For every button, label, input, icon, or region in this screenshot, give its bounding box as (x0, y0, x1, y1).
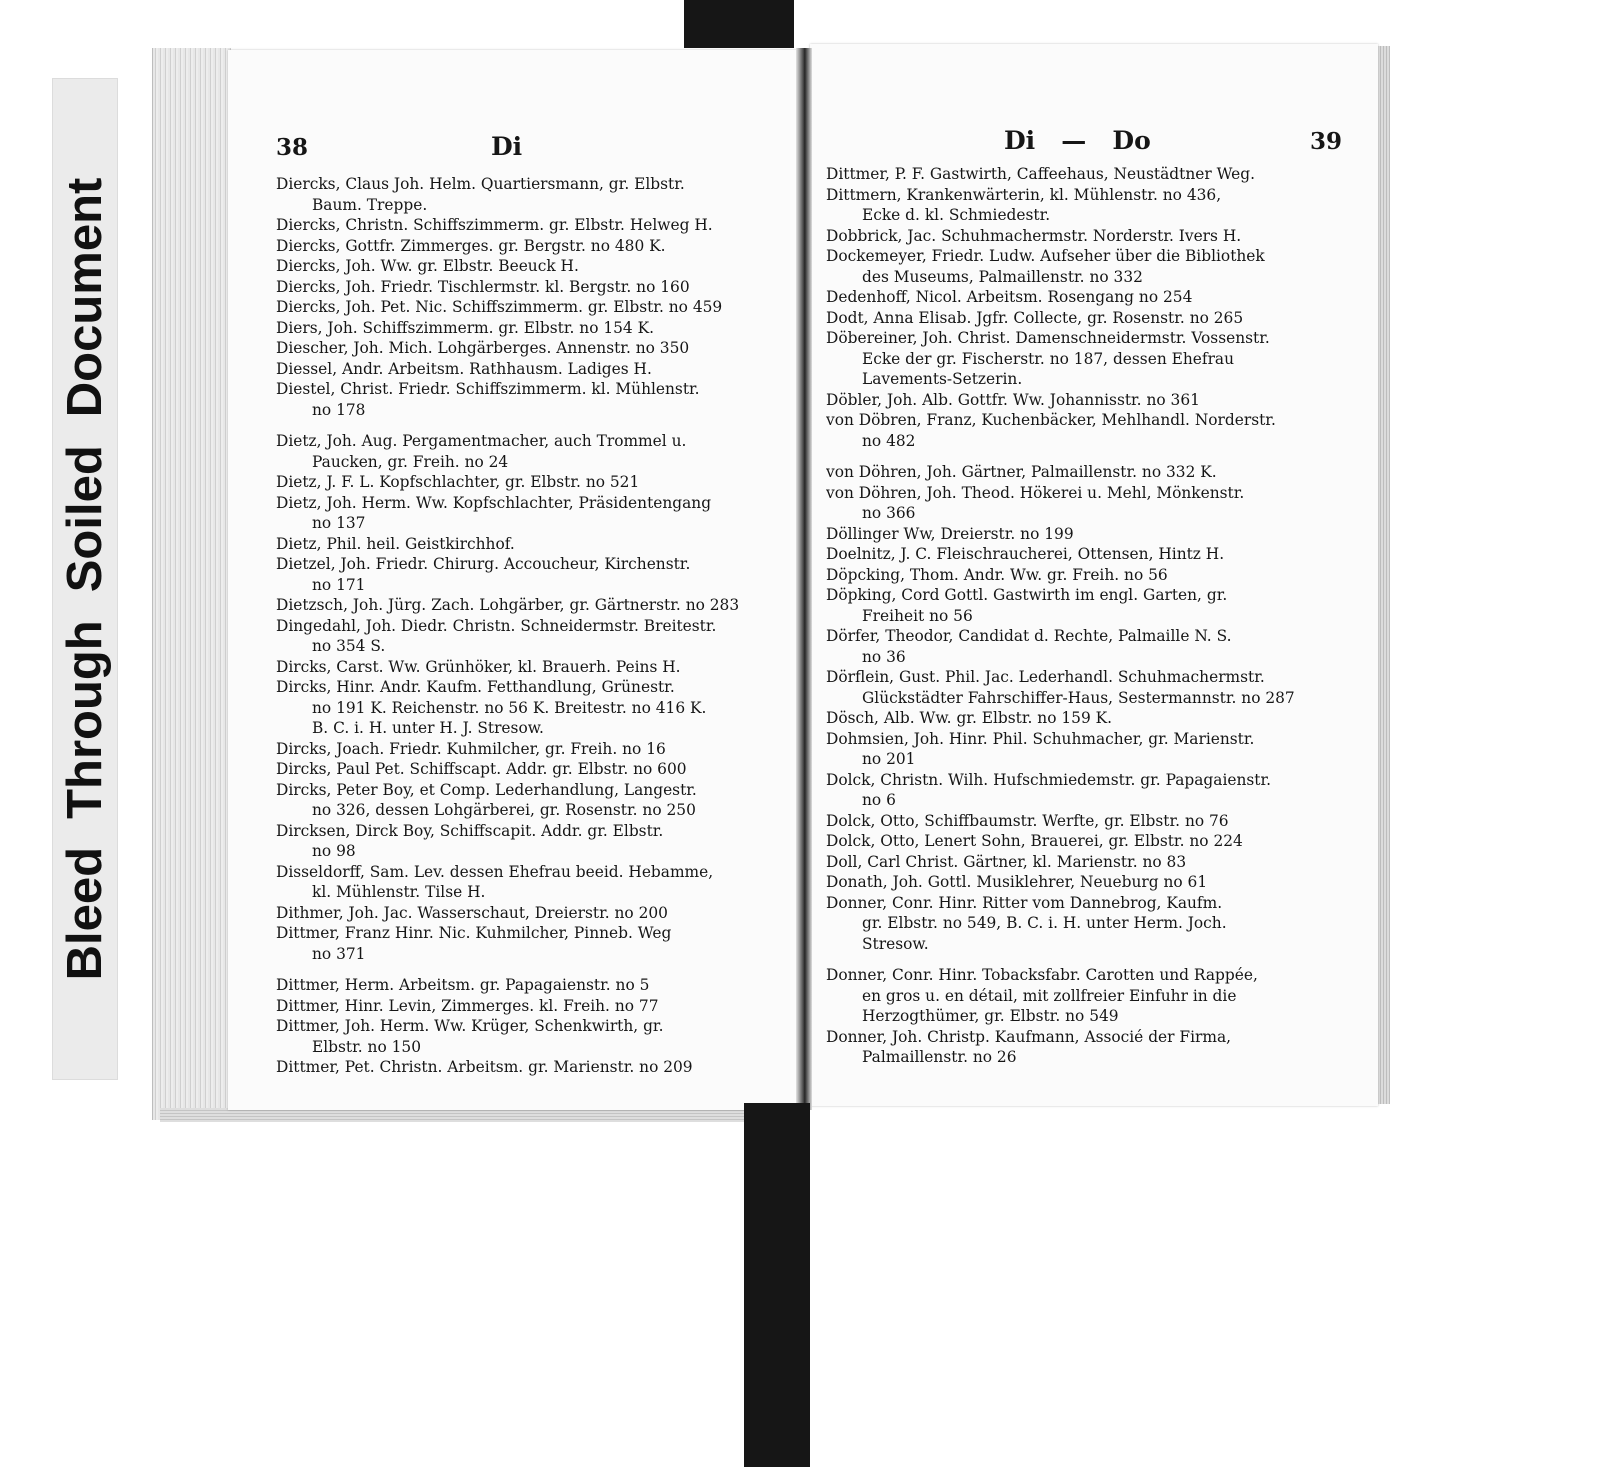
entry-line: Dietz, Phil. heil. Geistkirchhof. (276, 534, 515, 553)
entry-line: Dockemeyer, Friedr. Ludw. Aufseher über die Bibliothek (826, 247, 1265, 265)
directory-entry (276, 657, 802, 678)
directory-entry (276, 472, 802, 493)
entry-line: Dedenhoff, Nicol. Arbeitsm. Rosengang no 254 (826, 288, 1193, 306)
entry-line: Dobbrick, Jac. Schuhmachermstr. Norderstr. Ivers H. (826, 226, 1242, 245)
directory-entry (826, 626, 1352, 667)
entry-continuation: kl. Mühlenstr. Tilse H. (312, 883, 486, 901)
entry-continuation: no 371 (312, 944, 366, 963)
side-label (52, 78, 118, 1080)
directory-entry (276, 739, 802, 760)
entry-continuation: Lavements-Setzerin. (862, 370, 1023, 388)
entry-continuation: no 482 (862, 431, 916, 450)
directory-entry (826, 462, 1352, 483)
entry-continuation: no 6 (862, 791, 896, 809)
entry-line: Dietz, Joh. Aug. Pergamentmacher, auch Trommel u. (276, 432, 687, 450)
entry-line: Disseldorff, Sam. Lev. dessen Ehefrau beeid. Hebamme, (276, 862, 714, 881)
entry-line: Dittmern, Krankenwärterin, kl. Mühlenstr. no 436, (826, 185, 1222, 204)
entry-continuation: no 201 (862, 750, 916, 768)
entry-line: Döpcking, Thom. Andr. Ww. gr. Freih. no 56 (826, 565, 1168, 584)
book-page-edges (152, 48, 231, 1120)
left-page (228, 50, 806, 1110)
directory-entry (276, 297, 802, 318)
directory-entry (826, 544, 1352, 565)
entry-line: Dörflein, Gust. Phil. Jac. Lederhandl. Schuhmachermstr. (826, 668, 1265, 686)
entry-line: Döpking, Cord Gottl. Gastwirth im engl. Garten, gr. (826, 586, 1228, 604)
entry-line: Dircks, Joach. Friedr. Kuhmilcher, gr. Freih. no 16 (276, 739, 666, 758)
entry-line: Donath, Joh. Gottl. Musiklehrer, Neueburg no 61 (826, 873, 1208, 891)
directory-entry (826, 308, 1352, 329)
directory-entry (276, 780, 802, 821)
entry-continuation: no 171 (312, 575, 366, 594)
directory-entry (276, 975, 802, 996)
directory-entry (826, 1027, 1352, 1068)
directory-entry (826, 369, 1352, 390)
entry-continuation: no 178 (312, 400, 366, 419)
entry-line: Dolck, Otto, Schiffbaumstr. Werfte, gr. Elbstr. no 76 (826, 811, 1229, 830)
entry-line: von Döhren, Joh. Gärtner, Palmaillenstr. no 332 K. (826, 463, 1217, 481)
entry-line: Döbereiner, Joh. Christ. Damenschneidermstr. Vossenstr. (826, 329, 1270, 347)
entry-line: Diessel, Andr. Arbeitsm. Rathhausm. Ladiges H. (276, 359, 652, 378)
directory-entry (826, 483, 1352, 524)
entry-line: Doelnitz, J. C. Fleischraucherei, Ottensen, Hintz H. (826, 545, 1225, 563)
directory-entry (826, 811, 1352, 832)
directory-entry (276, 534, 802, 555)
entry-line: Dolck, Otto, Lenert Sohn, Brauerei, gr. Elbstr. no 224 (826, 832, 1243, 850)
left-page-entries (276, 174, 802, 1078)
directory-entry (276, 338, 802, 359)
directory-entry (276, 821, 802, 862)
entry-continuation: Elbstr. no 150 (312, 1037, 421, 1056)
entry-line: Dittmer, Hinr. Levin, Zimmerges. kl. Freih. no 77 (276, 996, 659, 1015)
bookmark-ribbon-bottom (744, 1103, 810, 1467)
entry-continuation: no 326, dessen Lohgärberei, gr. Rosenstr. no 250 (312, 801, 696, 819)
directory-entry (826, 585, 1352, 626)
entry-continuation: Palmaillenstr. no 26 (862, 1048, 1017, 1066)
entry-line: Dittmer, P. F. Gastwirth, Caffeehaus, Neustädtner Weg. (826, 165, 1256, 183)
left-page-heading: Di (491, 132, 523, 161)
entry-continuation: no 36 (862, 647, 906, 666)
entry-line: Diescher, Joh. Mich. Lohgärberges. Annenstr. no 350 (276, 339, 690, 357)
entry-continuation: Freiheit no 56 (862, 606, 973, 625)
directory-entry (826, 185, 1352, 226)
right-page-header (824, 126, 1342, 160)
directory-entry (826, 328, 1352, 369)
entry-line: Diercks, Gottfr. Zimmerges. gr. Bergstr. no 480 K. (276, 236, 666, 255)
directory-entry (276, 256, 802, 277)
directory-entry (826, 872, 1352, 893)
directory-entry (826, 729, 1352, 770)
directory-entry (826, 164, 1352, 185)
entry-line: Dircks, Paul Pet. Schiffscapt. Addr. gr. Elbstr. no 600 (276, 760, 687, 778)
directory-entry (826, 246, 1352, 287)
entry-line: Dittmer, Franz Hinr. Nic. Kuhmilcher, Pinneb. Weg (276, 924, 672, 942)
entry-continuation: B. C. i. H. unter H. J. Stresow. (312, 719, 544, 737)
directory-entry (276, 996, 802, 1017)
directory-entry (826, 565, 1352, 586)
entry-continuation: Ecke d. kl. Schmiedestr. (862, 206, 1051, 224)
directory-entry (276, 236, 802, 257)
entry-line: Diercks, Claus Joh. Helm. Quartiersmann, gr. Elbstr. (276, 175, 685, 193)
entry-line: Donner, Conr. Hinr. Ritter vom Dannebrog, Kaufm. (826, 893, 1223, 912)
directory-entry (276, 1057, 802, 1078)
entry-continuation: en gros u. en détail, mit zollfreier Einfuhr in die (862, 986, 1237, 1005)
entry-continuation: Glückstädter Fahrschiffer-Haus, Sestermannstr. no 287 (862, 688, 1295, 707)
side-label-word-4: Document (58, 177, 112, 418)
entry-line: Diercks, Joh. Friedr. Tischlermstr. kl. Bergstr. no 160 (276, 277, 690, 296)
directory-entry (826, 831, 1352, 852)
entry-line: Dodt, Anna Elisab. Jgfr. Collecte, gr. Rosenstr. no 265 (826, 308, 1244, 327)
directory-entry (276, 318, 802, 339)
right-page-heading: Di — Do (1004, 126, 1151, 155)
directory-entry (276, 215, 802, 236)
directory-entry (276, 923, 802, 964)
directory-entry (276, 359, 802, 380)
book-spine (796, 48, 812, 1110)
right-page-entries (826, 164, 1352, 1068)
entry-line: Dietz, J. F. L. Kopfschlachter, gr. Elbstr. no 521 (276, 473, 640, 491)
directory-entry (276, 174, 802, 215)
directory-entry (826, 852, 1352, 873)
directory-entry (826, 893, 1352, 934)
directory-entry (276, 862, 802, 903)
entry-continuation: Ecke der gr. Fischerstr. no 187, dessen Ehefrau (862, 349, 1235, 368)
entry-line: Dösch, Alb. Ww. gr. Elbstr. no 159 K. (826, 709, 1113, 727)
directory-entry (826, 410, 1352, 451)
directory-entry (276, 759, 802, 780)
entry-line: Dietz, Joh. Herm. Ww. Kopfschlachter, Präsidentengang (276, 493, 712, 512)
entry-line: Döbler, Joh. Alb. Gottfr. Ww. Johannisstr. no 361 (826, 390, 1200, 409)
entry-continuation: no 354 S. (312, 637, 386, 655)
right-page-number: 39 (1309, 128, 1342, 155)
entry-line: Donner, Conr. Hinr. Tobacksfabr. Carotten und Rappée, (826, 966, 1258, 984)
directory-entry (276, 677, 802, 718)
entry-line: Dittmer, Herm. Arbeitsm. gr. Papagaienstr. no 5 (276, 976, 650, 994)
entry-line: Diercks, Christn. Schiffszimmerm. gr. Elbstr. Helweg H. (276, 216, 713, 234)
entry-line: Diercks, Joh. Pet. Nic. Schiffszimmerm. gr. Elbstr. no 459 (276, 298, 723, 316)
directory-entry (276, 554, 802, 595)
bookmark-ribbon-top (684, 0, 794, 48)
entry-line: Dircksen, Dirck Boy, Schiffscapit. Addr. gr. Elbstr. (276, 821, 664, 840)
directory-entry (826, 770, 1352, 811)
book-bottom-edge (160, 1108, 806, 1122)
entry-line: Diers, Joh. Schiffszimmerm. gr. Elbstr. no 154 K. (276, 318, 655, 337)
side-label-word-2: Through (58, 620, 112, 819)
entry-line: Dittmer, Pet. Christn. Arbeitsm. gr. Marienstr. no 209 (276, 1058, 693, 1076)
directory-entry (276, 595, 802, 616)
directory-entry (826, 287, 1352, 308)
directory-entry (276, 493, 802, 534)
directory-entry (276, 718, 802, 739)
side-label-text (57, 178, 113, 981)
directory-entry (276, 1016, 802, 1057)
directory-entry (826, 1006, 1352, 1027)
entry-continuation: no 191 K. Reichenstr. no 56 K. Breitestr. no 416 K. (312, 698, 707, 717)
entry-line: Döllinger Ww, Dreierstr. no 199 (826, 524, 1074, 543)
entry-line: Dingedahl, Joh. Diedr. Christn. Schneidermstr. Breitestr. (276, 616, 717, 635)
entry-line: Dietzsch, Joh. Jürg. Zach. Lohgärber, gr. Gärtnerstr. no 283 (276, 596, 740, 614)
directory-entry (276, 277, 802, 298)
entry-line: Dittmer, Joh. Herm. Ww. Krüger, Schenkwirth, gr. (276, 1017, 664, 1035)
right-page (810, 44, 1378, 1106)
entry-line: Diestel, Christ. Friedr. Schiffszimmerm. kl. Mühlenstr. (276, 380, 700, 398)
entry-continuation: gr. Elbstr. no 549, B. C. i. H. unter Herm. Joch. (862, 914, 1227, 932)
entry-continuation: Stresow. (862, 934, 929, 953)
entry-continuation: no 98 (312, 842, 356, 860)
directory-entry (826, 708, 1352, 729)
entry-line: von Döbren, Franz, Kuchenbäcker, Mehlhandl. Norderstr. (826, 411, 1276, 429)
entry-line: Dircks, Peter Boy, et Comp. Lederhandlung, Langestr. (276, 780, 697, 799)
directory-entry (826, 390, 1352, 411)
entry-continuation: Herzogthümer, gr. Elbstr. no 549 (862, 1007, 1119, 1025)
directory-entry (276, 616, 802, 657)
side-label-word-3: Soiled (58, 445, 112, 593)
entry-continuation: no 137 (312, 514, 366, 532)
directory-entry (276, 903, 802, 924)
entry-continuation: des Museums, Palmaillenstr. no 332 (862, 267, 1143, 286)
directory-entry (276, 379, 802, 420)
directory-entry (826, 524, 1352, 545)
directory-entry (826, 667, 1352, 708)
entry-line: Dörfer, Theodor, Candidat d. Rechte, Palmaille N. S. (826, 627, 1232, 645)
directory-entry (826, 226, 1352, 247)
entry-line: Dircks, Hinr. Andr. Kaufm. Fetthandlung, Grünestr. (276, 678, 675, 696)
entry-continuation: Paucken, gr. Freih. no 24 (312, 452, 509, 471)
side-label-word-1: Bleed (58, 846, 112, 981)
entry-continuation: Baum. Treppe. (312, 195, 428, 214)
left-page-header (276, 132, 784, 166)
directory-entry (276, 431, 802, 472)
left-page-number: 38 (276, 134, 309, 161)
entry-continuation: no 366 (862, 504, 916, 522)
entry-line: Dietzel, Joh. Friedr. Chirurg. Accoucheur, Kirchenstr. (276, 555, 691, 573)
entry-line: Doll, Carl Christ. Gärtner, kl. Marienstr. no 83 (826, 852, 1187, 871)
entry-line: Diercks, Joh. Ww. gr. Elbstr. Beeuck H. (276, 257, 579, 275)
entry-line: Dithmer, Joh. Jac. Wasserschaut, Dreierstr. no 200 (276, 903, 668, 922)
entry-line: Donner, Joh. Christp. Kaufmann, Associé der Firma, (826, 1027, 1232, 1046)
entry-line: von Döhren, Joh. Theod. Hökerei u. Mehl, Mönkenstr. (826, 483, 1245, 502)
entry-line: Dircks, Carst. Ww. Grünhöker, kl. Brauerh. Peins H. (276, 657, 681, 676)
directory-entry (826, 965, 1352, 1006)
directory-entry (826, 934, 1352, 955)
entry-line: Dohmsien, Joh. Hinr. Phil. Schuhmacher, gr. Marienstr. (826, 729, 1255, 748)
entry-line: Dolck, Christn. Wilh. Hufschmiedemstr. gr. Papagaienstr. (826, 770, 1272, 789)
right-page-edge (1378, 46, 1390, 1104)
